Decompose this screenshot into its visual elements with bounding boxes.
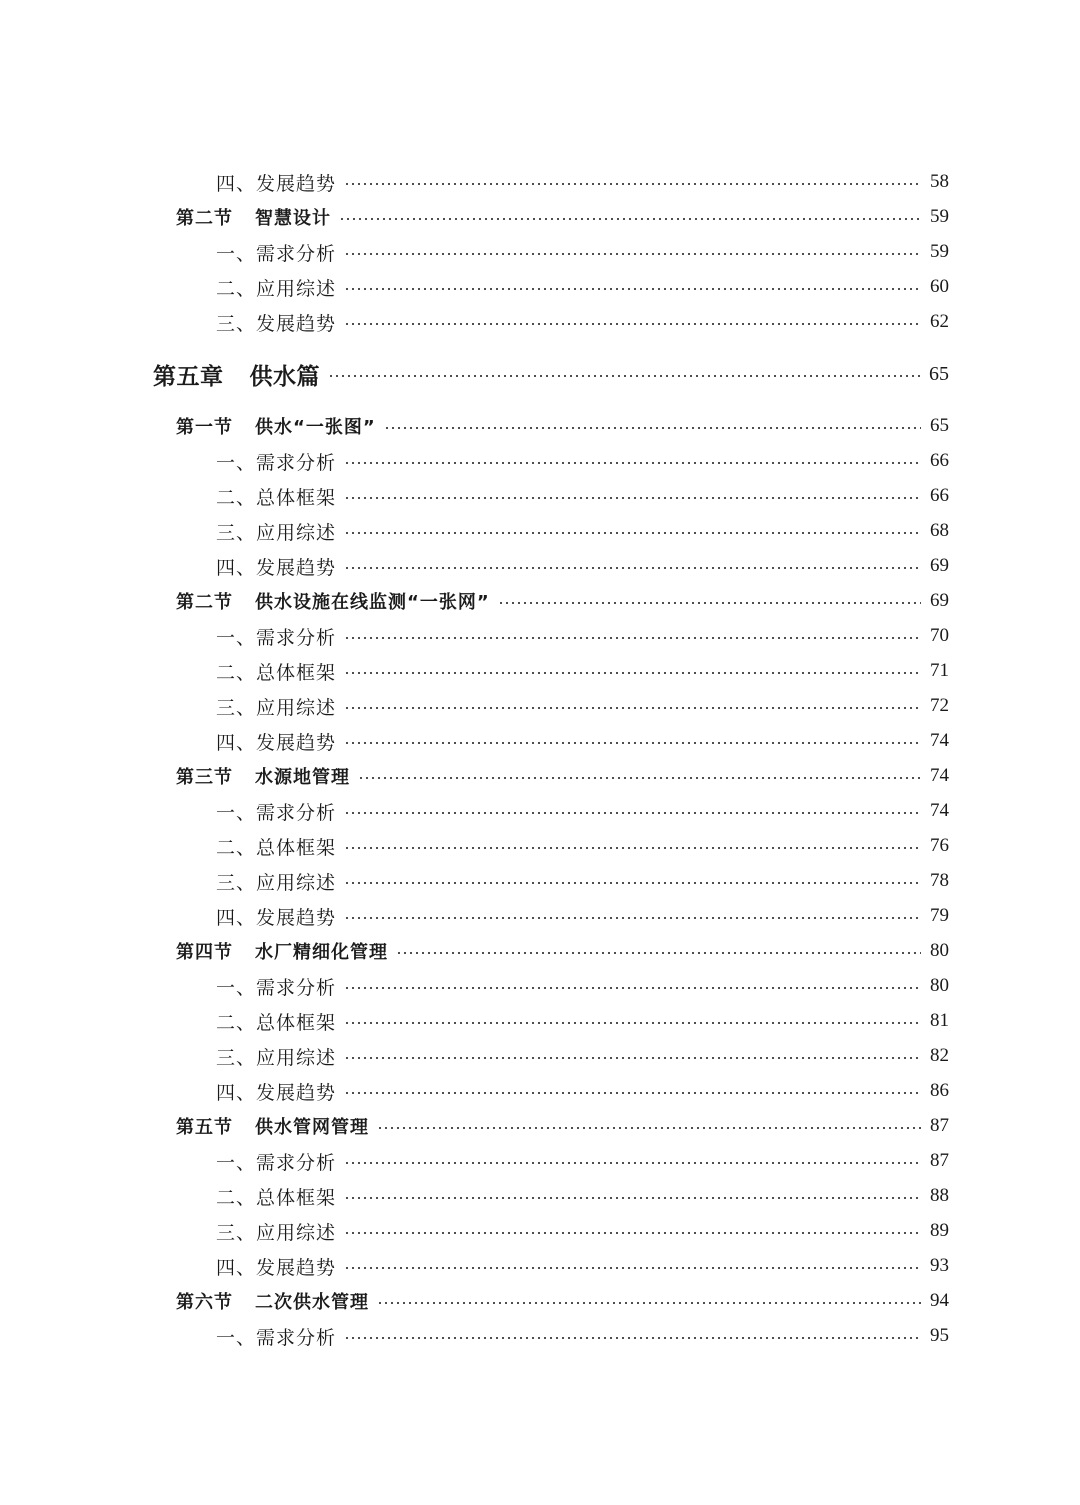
- toc-entry-label: [176, 1113, 369, 1139]
- toc-dot-leader: [344, 987, 921, 989]
- toc-page-number: 69: [930, 590, 949, 611]
- toc-entry-sub[interactable]: [216, 307, 949, 337]
- toc-entry-sub[interactable]: [216, 1216, 949, 1246]
- toc-page-number: 62: [930, 311, 949, 332]
- toc-entry-label: 三、应用综述: [216, 521, 337, 544]
- toc-dot-leader: [377, 1302, 921, 1304]
- toc-dot-leader: [344, 847, 921, 849]
- toc-entry-number: 第四节: [176, 942, 233, 963]
- toc-entry-number: 第一节: [176, 417, 233, 438]
- toc-entry-sub[interactable]: [216, 516, 949, 546]
- toc-entry-label: 三、应用综述: [216, 1221, 337, 1244]
- toc-dot-leader: [344, 1092, 921, 1094]
- toc-entry-sub[interactable]: [216, 621, 949, 651]
- toc-entry-title: 供水管网管理: [255, 1117, 369, 1138]
- toc-entry-sub[interactable]: [216, 446, 949, 476]
- toc-page-number: 68: [930, 520, 949, 541]
- toc-entry-label: [176, 1288, 369, 1314]
- toc-entry-label: 四、发展趋势: [216, 906, 337, 929]
- toc-entry-title: 二次供水管理: [255, 1292, 369, 1313]
- toc-entry-number: 第二节: [176, 208, 233, 229]
- toc-page-number: 94: [930, 1290, 949, 1311]
- toc-page-number: 80: [930, 940, 949, 961]
- toc-dot-leader: [344, 497, 921, 499]
- toc-page-number: 79: [930, 905, 949, 926]
- toc-entry-sub[interactable]: [216, 167, 949, 197]
- toc-page-number: 81: [930, 1010, 949, 1031]
- toc-page-number: 78: [930, 870, 949, 891]
- toc-entry-title: 水厂精细化管理: [255, 942, 388, 963]
- toc-dot-leader: [344, 917, 921, 919]
- toc-entry-section[interactable]: [176, 761, 949, 791]
- toc-entry-label: 一、需求分析: [216, 976, 337, 999]
- toc-entry-label: [176, 588, 490, 614]
- toc-dot-leader: [344, 1232, 921, 1234]
- toc-entry-number: 第五章: [153, 362, 224, 390]
- toc-page-number: 76: [930, 835, 949, 856]
- toc-entry-sub[interactable]: [216, 901, 949, 931]
- toc-entry-title: 供水设施在线监测“一张网”: [255, 592, 490, 613]
- toc-entry-label: 四、发展趋势: [216, 172, 337, 195]
- toc-dot-leader: [344, 532, 921, 534]
- toc-dot-leader: [344, 567, 921, 569]
- toc-entry-number: 第二节: [176, 592, 233, 613]
- toc-entry-section[interactable]: [176, 1286, 949, 1316]
- toc-dot-leader: [328, 375, 921, 377]
- toc-entry-sub[interactable]: [216, 691, 949, 721]
- toc-entry-label: 三、应用综述: [216, 1046, 337, 1069]
- toc-entry-label: [176, 204, 331, 230]
- toc-entry-sub[interactable]: [216, 656, 949, 686]
- toc-entry-label: 一、需求分析: [216, 451, 337, 474]
- toc-entry-label: 二、总体框架: [216, 661, 337, 684]
- toc-entry-section[interactable]: [176, 586, 949, 616]
- toc-page-number: 58: [930, 171, 949, 192]
- toc-dot-leader: [498, 602, 921, 604]
- toc-entry-label: 二、总体框架: [216, 1186, 337, 1209]
- toc-page-number: 82: [930, 1045, 949, 1066]
- toc-entry-label: 四、发展趋势: [216, 1256, 337, 1279]
- toc-page-number: 72: [930, 695, 949, 716]
- toc-entry-label: [176, 938, 388, 964]
- toc-page-number: 59: [930, 206, 949, 227]
- toc-entry-number: 第五节: [176, 1117, 233, 1138]
- toc-entry-number: 第三节: [176, 767, 233, 788]
- toc-dot-leader: [344, 637, 921, 639]
- toc-entry-label: 三、应用综述: [216, 696, 337, 719]
- toc-entry-label: 四、发展趋势: [216, 731, 337, 754]
- toc-page-number: 69: [930, 555, 949, 576]
- toc-page-number: 87: [930, 1115, 949, 1136]
- toc-page-number: 95: [930, 1325, 949, 1346]
- toc-dot-leader: [344, 742, 921, 744]
- toc-page-number: 80: [930, 975, 949, 996]
- toc-dot-leader: [344, 323, 921, 325]
- toc-page-number: 66: [930, 485, 949, 506]
- toc-entry-sub[interactable]: [216, 1076, 949, 1106]
- toc-dot-leader: [339, 218, 921, 220]
- toc-entry-sub[interactable]: [216, 1006, 949, 1036]
- toc-page-number: 65: [929, 362, 949, 385]
- toc-page-number: 59: [930, 241, 949, 262]
- toc-dot-leader: [377, 1127, 921, 1129]
- toc-entry-sub[interactable]: [216, 796, 949, 826]
- toc-entry-label: [176, 763, 350, 789]
- toc-entry-section[interactable]: [176, 411, 949, 441]
- toc-dot-leader: [344, 672, 921, 674]
- toc-dot-leader: [344, 1057, 921, 1059]
- toc-entry-sub[interactable]: [216, 481, 949, 511]
- toc-dot-leader: [344, 812, 921, 814]
- toc-entry-label: 二、总体框架: [216, 836, 337, 859]
- toc-entry-section[interactable]: [176, 1111, 949, 1141]
- toc-dot-leader: [358, 777, 921, 779]
- toc-page-number: 74: [930, 765, 949, 786]
- toc-entry-sub[interactable]: [216, 971, 949, 1001]
- toc-entry-label: [153, 358, 320, 391]
- toc-entry-sub[interactable]: [216, 1181, 949, 1211]
- toc-entry-title: 供水“一张图”: [255, 417, 376, 438]
- toc-dot-leader: [396, 952, 921, 954]
- toc-dot-leader: [344, 1337, 921, 1339]
- toc-entry-sub[interactable]: [216, 1146, 949, 1176]
- toc-entry-section[interactable]: [176, 936, 949, 966]
- toc-entry-sub[interactable]: [216, 1321, 949, 1351]
- toc-page-number: 60: [930, 276, 949, 297]
- toc-page-number: 88: [930, 1185, 949, 1206]
- toc-entry-label: 四、发展趋势: [216, 1081, 337, 1104]
- toc-entry-label: 一、需求分析: [216, 1326, 337, 1349]
- toc-entry-label: 四、发展趋势: [216, 556, 337, 579]
- toc-page-number: 93: [930, 1255, 949, 1276]
- toc-entry-title: 水源地管理: [255, 767, 350, 788]
- toc-entry-label: 一、需求分析: [216, 1151, 337, 1174]
- toc-entry-sub[interactable]: [216, 726, 949, 756]
- toc-dot-leader: [344, 1267, 921, 1269]
- toc-entry-label: 一、需求分析: [216, 801, 337, 824]
- toc-dot-leader: [344, 462, 921, 464]
- toc-entry-label: [176, 413, 376, 439]
- toc-dot-leader: [384, 427, 921, 429]
- toc-entry-section[interactable]: [176, 202, 949, 232]
- toc-page-number: 74: [930, 800, 949, 821]
- toc-entry-label: 三、应用综述: [216, 871, 337, 894]
- toc-entry-sub[interactable]: [216, 551, 949, 581]
- toc-entry-label: 二、总体框架: [216, 1011, 337, 1034]
- toc-page-number: 70: [930, 625, 949, 646]
- toc-entry-label: 二、应用综述: [216, 277, 337, 300]
- toc-dot-leader: [344, 1162, 921, 1164]
- toc-page-number: 66: [930, 450, 949, 471]
- toc-page-number: 87: [930, 1150, 949, 1171]
- toc-entry-title: 智慧设计: [255, 208, 331, 229]
- toc-entry-label: 二、总体框架: [216, 486, 337, 509]
- toc-entry-title: 供水篇: [249, 362, 320, 390]
- toc-page-number: 71: [930, 660, 949, 681]
- toc-dot-leader: [344, 253, 921, 255]
- toc-entry-sub[interactable]: [216, 831, 949, 861]
- toc-page-number: 65: [930, 415, 949, 436]
- toc-page-number: 89: [930, 1220, 949, 1241]
- toc-page-number: 86: [930, 1080, 949, 1101]
- toc-entry-sub[interactable]: [216, 1041, 949, 1071]
- toc-dot-leader: [344, 1022, 921, 1024]
- toc-dot-leader: [344, 183, 921, 185]
- toc-dot-leader: [344, 707, 921, 709]
- toc-entry-sub[interactable]: [216, 866, 949, 896]
- toc-dot-leader: [344, 288, 921, 290]
- toc-entry-number: 第六节: [176, 1292, 233, 1313]
- toc-entry-sub[interactable]: [216, 272, 949, 302]
- toc-entry-label: 一、需求分析: [216, 626, 337, 649]
- toc-entry-label: 三、发展趋势: [216, 312, 337, 335]
- toc-page-number: 74: [930, 730, 949, 751]
- toc-entry-sub[interactable]: [216, 1251, 949, 1281]
- toc-dot-leader: [344, 882, 921, 884]
- toc-entry-sub[interactable]: [216, 237, 949, 267]
- toc-entry-label: 一、需求分析: [216, 242, 337, 265]
- toc-dot-leader: [344, 1197, 921, 1199]
- toc-entry-chapter[interactable]: [153, 356, 949, 392]
